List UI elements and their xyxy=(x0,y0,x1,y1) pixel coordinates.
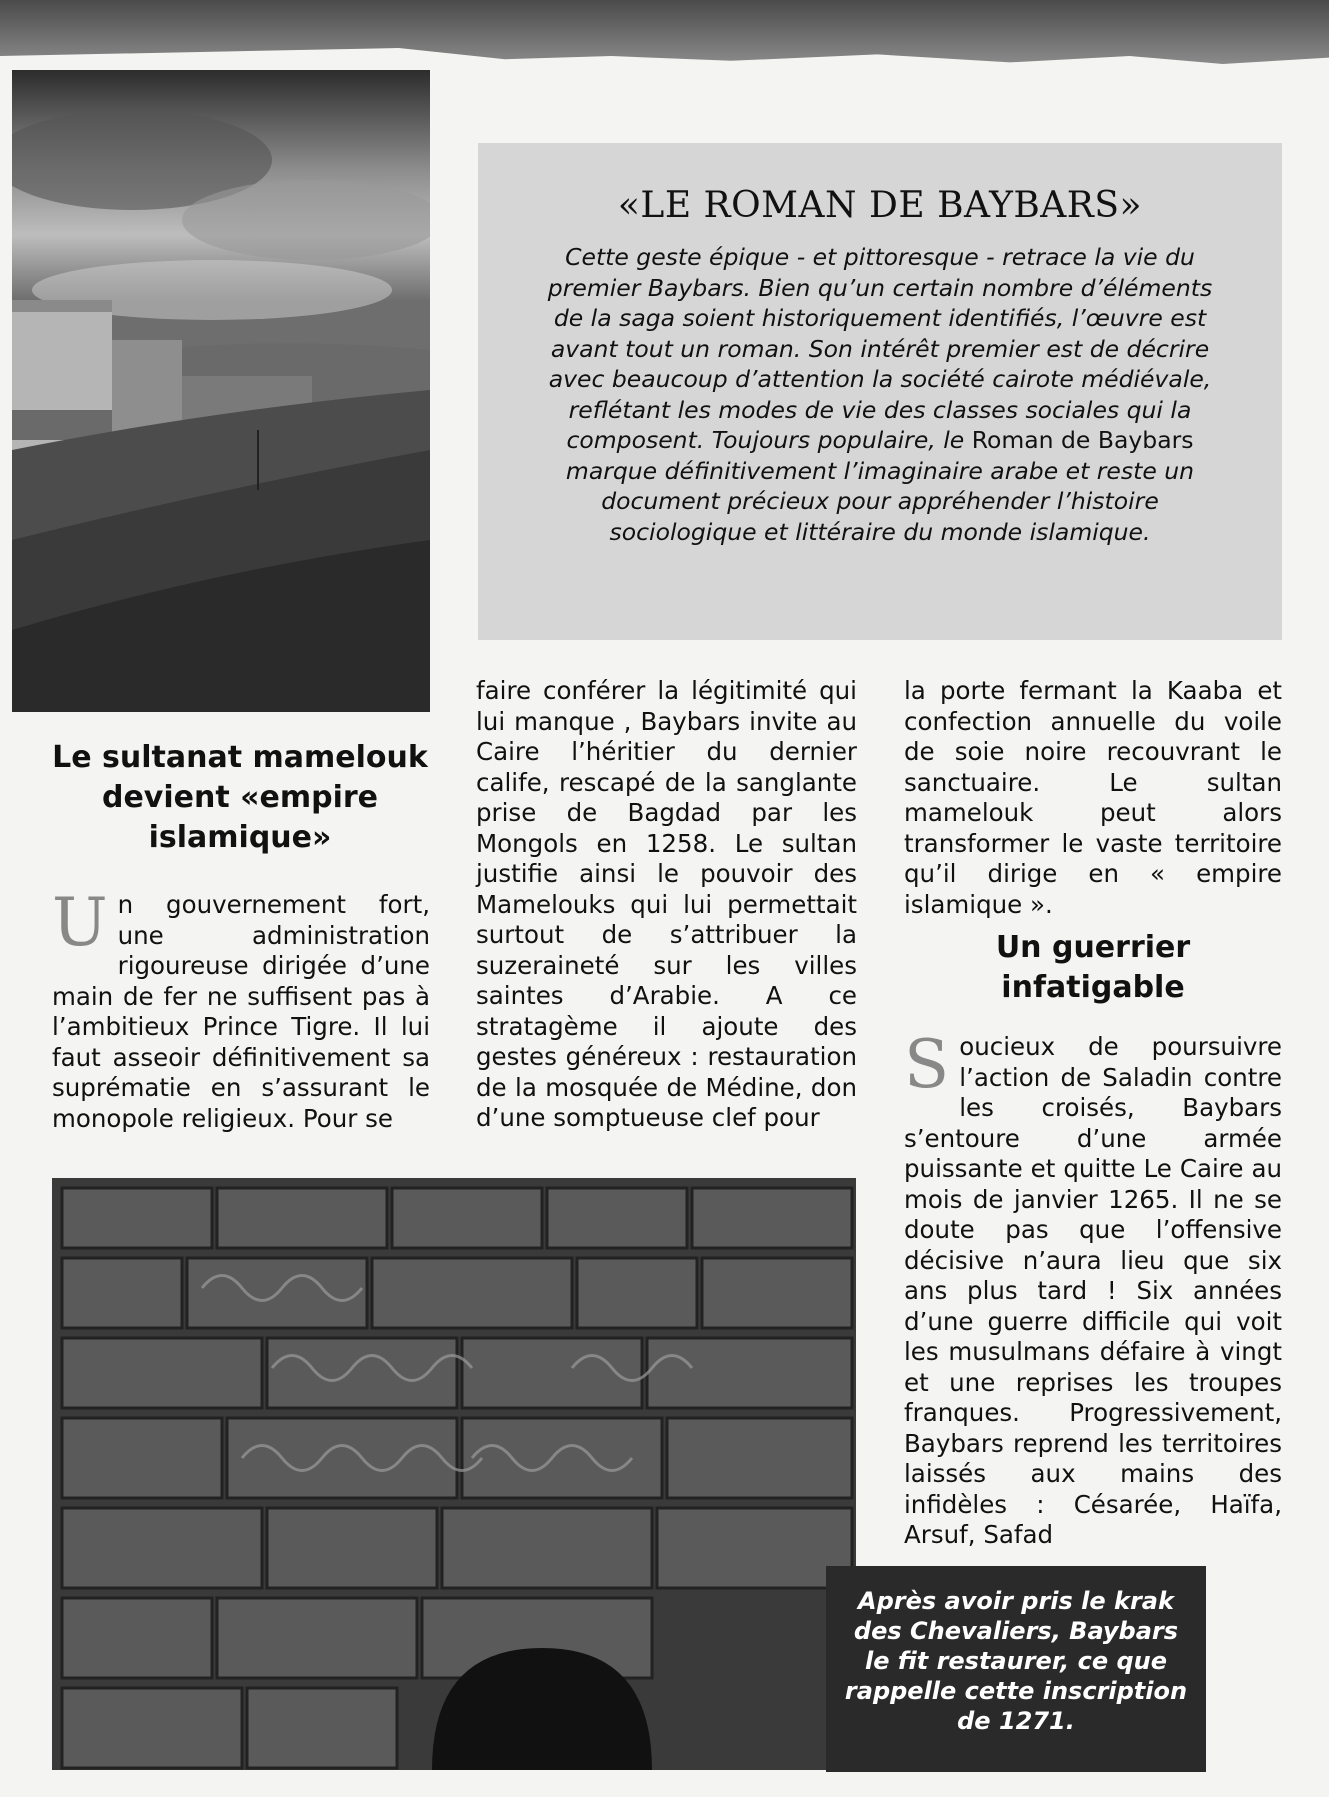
dropcap-u: U xyxy=(52,884,108,961)
section-heading-guerrier: Un guerrier infatigable xyxy=(995,930,1191,1005)
column-2 xyxy=(476,676,857,1134)
sidebar-text-a: Cette geste épique - et pittoresque - retrace la vie du premier Baybars. Bien qu’un certain nombre d’éléments de la saga soient historiquement identifiés, l’œuvre est avant tout un roman. Son intérêt premier est de décrire avec beaucoup d’attention la société cairote médiévale, reflétant les modes de vie des classes sociales qui la composent. Toujours populaire, le xyxy=(547,243,1213,454)
paragraph-sultanat-text: n gouvernement fort, une administration rigoureuse dirigée d’une main de fer ne suffisent pas à l’ambitieux Prince Tigre. Il lui faut asseoir définitivement sa suprématie en s’assurant le monopole religieux. Pour se xyxy=(52,890,430,1133)
paragraph-sultanat xyxy=(52,884,430,1134)
photo-caption xyxy=(826,1566,1206,1772)
caption-text: Après avoir pris le krak des Chevaliers, Baybars le fit restaurer, ce que rappelle cette inscription de 1271. xyxy=(844,1587,1188,1735)
column-3-lower xyxy=(904,1026,1282,1551)
paragraph-column-3: la porte fermant la Kaaba et confection annuelle du voile de soie noire recouvrant le sanctuaire. Le sultan mamelouk peut alors transformer le vaste territoire qu’il dirige en « empire islamique ». xyxy=(904,676,1282,919)
sidebar-box xyxy=(478,143,1282,640)
paragraph-column-2: faire conférer la légitimité qui lui manque , Baybars invite au Caire l’héritier du dernier calife, rescapé de la sanglante prise de Bagdad par les Mongols en 1258. Le sultan justifie ainsi le pouvoir des Mamelouks qui lui permettait surtout de s’attribuer la suzeraineté sur les villes saintes d’Arabie. A ce stratagème il ajoute des gestes généreux : restauration de la mosquée de Médine, don d’une somptueuse clef pour xyxy=(476,676,857,1132)
sidebar-text xyxy=(535,242,1225,547)
sidebar-text-roman: Roman de Baybars xyxy=(971,426,1194,454)
sidebar-title: «LE ROMAN DE BAYBARS» xyxy=(617,185,1143,226)
paragraph-guerrier-text: oucieux de poursuivre l’action de Saladin contre les croisés, Baybars s’entoure d’une armée puissante et quitte Le Caire au mois de janvier 1265. Il ne se doute pas que l’offensive décisive n’aura lieu que six ans plus tard ! Six années d’une guerre difficile qui voit les musulmans défaire à vingt et une reprises les troupes franques. Progressivement, Baybars reprend les territoires laissés aux mains des infidèles : Césarée, Haïfa, Arsuf, Safad xyxy=(904,1032,1282,1549)
section-heading-sultanat: Le sultanat mamelouk devient «empire islamique» xyxy=(52,740,428,855)
torn-paper-header xyxy=(0,0,1329,80)
column-3 xyxy=(904,676,1282,920)
dropcap-s: S xyxy=(904,1026,950,1103)
inscription-photo xyxy=(52,1178,856,1770)
castle-photo xyxy=(12,70,430,712)
sidebar-text-b: marque définitivement l’imaginaire arabe et reste un document précieux pour appréhender l’histoire sociologique et littéraire du monde islamique. xyxy=(565,456,1195,546)
paragraph-guerrier xyxy=(904,1026,1282,1551)
column-1 xyxy=(52,884,430,1134)
